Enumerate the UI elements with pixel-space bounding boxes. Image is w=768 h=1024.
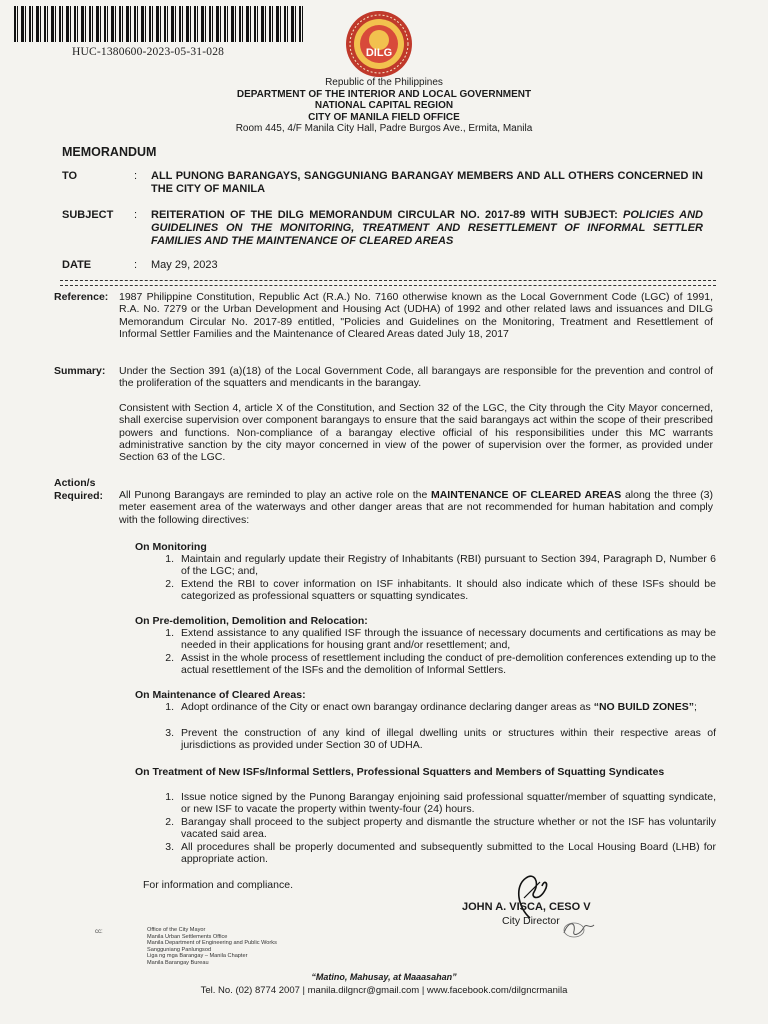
compliance-line: For information and compliance. <box>143 879 293 891</box>
item-number: 1. <box>165 553 174 565</box>
item-number: 2. <box>165 652 174 664</box>
letterhead-office: CITY OF MANILA FIELD OFFICE <box>308 111 460 123</box>
section-heading-treatment: On Treatment of New ISFs/Informal Settlers, Professional Squatters and Members of Squatting Syndicates <box>135 766 665 778</box>
item-text-tail: ; <box>694 701 697 713</box>
item-text: Extend assistance to any qualified ISF through the issuance of necessary documents and certifications as may be needed in their applications for housing grant and/or resettlement; and, <box>181 627 716 652</box>
date-value: May 29, 2023 <box>151 259 218 271</box>
letterhead-region: NATIONAL CAPITAL REGION <box>314 100 454 111</box>
letterhead-department: DEPARTMENT OF THE INTERIOR AND LOCAL GOVERNMENT <box>236 88 532 100</box>
reference-label: Reference: <box>54 291 109 303</box>
action-label-line1: Action/s <box>54 477 96 489</box>
to-value: ALL PUNONG BARANGAYS, SANGGUNIANG BARANGAY MEMBERS AND ALL OTHERS CONCERNED IN THE CITY OF MANILA <box>151 170 703 195</box>
reference-text: 1987 Philippine Constitution, Republic Act (R.A.) No. 7160 otherwise known as the Local Government Code (LGC) of 1991, R.A. No. 7279 or the Urban Development and Housing Act (UDHA) of 1992 and other related laws and issuances and DILG Memorandum Circular No. 2017-89 entitled, "Policies and Guidelines on the Monitoring, Treatment and Resettlement of Informal Settler Families and the Maintenance of Cleared Areas dated July 18, 2017 <box>119 291 713 340</box>
signer-title: City Director <box>502 915 560 927</box>
item-text: Extend the RBI to cover information on ISF inhabitants. It should also indicate which of these ISFs should be categorized as professional squatters or squatting syndicates. <box>181 578 716 603</box>
action-label <box>54 477 103 502</box>
item-number: 3. <box>165 841 174 853</box>
summary-label: Summary: <box>54 365 106 377</box>
barcode-number: HUC-1380600-2023-05-31-028 <box>72 46 225 58</box>
item-text: All procedures shall be properly documented and subsequently submitted to the Local Housing Board (LHB) for appropriate action. <box>181 841 716 866</box>
action-intro <box>119 489 713 526</box>
cc-item: Manila Barangay Bureau <box>147 959 209 966</box>
subject-label: SUBJECT <box>62 209 114 221</box>
footer-contact: Tel. No. (02) 8774 2007 | manila.dilgncr@gmail.com | www.facebook.com/dilgncrmanila <box>200 985 568 996</box>
action-intro-a: All Punong Barangays are reminded to play an active role on the <box>119 489 428 501</box>
letterhead-republic: Republic of the Philippines <box>325 77 443 88</box>
cc-item: Office of the City Mayor <box>147 927 206 933</box>
item-text-bold: “NO BUILD ZONES” <box>593 701 695 713</box>
item-number: 1. <box>165 627 174 639</box>
seal-text: DILG <box>365 47 393 59</box>
action-intro-c: along the three (3) meter easement area of the waterways and other danger areas that are not recommended for human habitation and comply with the following directives: <box>119 489 713 526</box>
cc-item: Sangguniang Panlungsod <box>147 946 212 953</box>
item-number: 2. <box>165 578 174 590</box>
subject-value <box>151 209 703 248</box>
item-text: Assist in the whole process of resettlement including the conduct of pre-demolition conferences extending up to the actual resettlement of the ISFs and the demolition of Informal Settlers. <box>181 652 716 677</box>
memo-title: MEMORANDUM <box>62 145 157 159</box>
item-number: 1. <box>165 701 174 713</box>
initials-mark <box>560 915 600 941</box>
item-text: Barangay shall proceed to the subject property and dismantle the structure whether or not the ISF has voluntarily vacated said area. <box>181 816 716 841</box>
item-number: 3. <box>165 727 174 739</box>
to-label: TO <box>62 170 78 182</box>
footer-motto: “Matino, Mahusay, at Maaasahan” <box>311 972 457 982</box>
letterhead-address: Room 445, 4/F Manila City Hall, Padre Burgos Ave., Ermita, Manila <box>235 123 533 134</box>
dilg-seal-logo <box>345 10 413 78</box>
cc-list <box>147 927 277 967</box>
cc-label: cc: <box>95 929 103 935</box>
section-heading-pre-demolition: On Pre-demolition, Demolition and Relocation: <box>135 615 368 627</box>
letterhead <box>150 77 618 135</box>
item-text: Maintain and regularly update their Registry of Inhabitants (RBI) pursuant to Section 394, Paragraph D, Number 6 of the LGC; and, <box>181 553 716 578</box>
to-colon: : <box>134 170 138 182</box>
subject-colon: : <box>134 209 138 221</box>
action-intro-b: MAINTENANCE OF CLEARED AREAS <box>430 489 622 501</box>
cc-item: Manila Urban Settlements Office <box>147 933 228 940</box>
item-number: 1. <box>165 791 174 803</box>
item-number: 2. <box>165 816 174 828</box>
subject-text: REITERATION OF THE DILG MEMORANDUM CIRCULAR NO. 2017-89 WITH SUBJECT: <box>151 209 618 221</box>
item-text: Issue notice signed by the Punong Barangay enjoining said professional squatter/member of squatting syndicate, or new ISF to vacate the property within twenty-four (24) hours. <box>181 791 716 816</box>
date-colon: : <box>134 259 138 271</box>
double-dashed-divider <box>60 280 716 286</box>
subject-italic: POLICIES AND GUIDELINES ON THE MONITORING, TREATMENT AND RESETTLEMENT OF INFORMAL SETTLER FAMILIES AND THE MAINTENANCE OF CLEARED AREAS <box>151 209 703 247</box>
cc-item: Manila Department of Engineering and Public Works <box>147 940 277 947</box>
section-heading-monitoring: On Monitoring <box>135 541 207 553</box>
signer-name: JOHN A. VISCA, CESO V <box>462 901 591 913</box>
action-label-line2: Required: <box>54 489 104 502</box>
summary-paragraph-2: Consistent with Section 4, article X of the Constitution, and Section 32 of the LGC, the City through the City Mayor concerned, shall exercise supervision over component barangays to ensure that the said barangays act within the scope of their prescribed powers and functions. Non-compliance of a barangay elective official of his responsibilities under this MC warrants administrative sanction by the city mayor concerned in view of the power of supervision over the former, as provided under Section 63 of the LGC. <box>119 402 713 464</box>
section-heading-maintenance: On Maintenance of Cleared Areas: <box>135 689 306 701</box>
barcode <box>14 6 304 42</box>
date-label: DATE <box>62 259 92 271</box>
summary-paragraph-1: Under the Section 391 (a)(18) of the Local Government Code, all barangays are responsible for the prevention and control of the proliferation of the squatters and mendicants in the barangay. <box>119 365 713 390</box>
item-text-main: Adopt ordinance of the City or enact own barangay ordinance declaring danger areas as <box>181 701 591 713</box>
item-text <box>181 701 716 713</box>
cc-item: Liga ng mga Barangay – Manila Chapter <box>147 953 248 960</box>
item-text: Prevent the construction of any kind of illegal dwelling units or structures within their respective areas of jurisdictions as provided under Section 30 of UDHA. <box>181 727 716 752</box>
